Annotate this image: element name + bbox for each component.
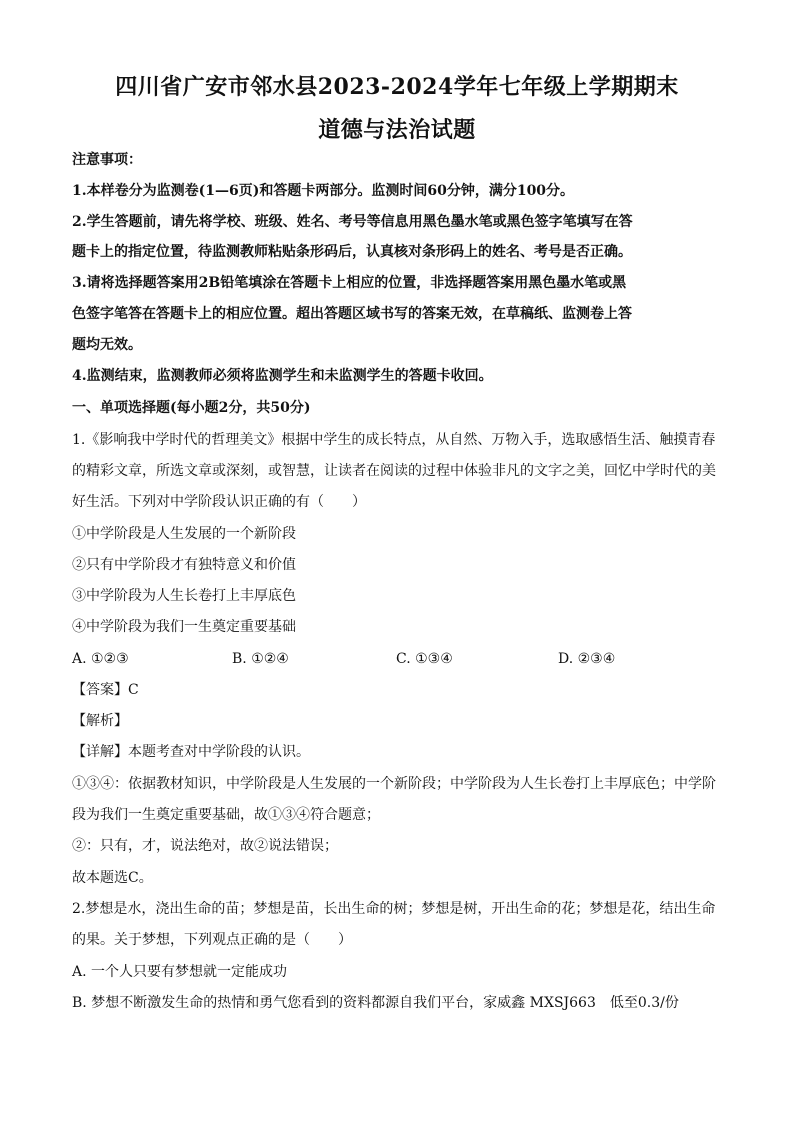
note-line: 4.监测结束，监测教师必须将监测学生和未监测学生的答题卡收回。: [72, 368, 493, 384]
answer-label: 【答案】C: [72, 682, 139, 698]
question-stem: 的果。关于梦想，下列观点正确的是（ ）: [72, 932, 352, 948]
question-stem: 的精彩文章，所选文章或深刻，或智慧，让读者在阅读的过程中体验非凡的文字之美，回忆中学时代的美: [72, 463, 716, 479]
option-a: A. 一个人只要有梦想就一定能成功: [72, 964, 288, 980]
detail-line: 段为我们一生奠定重要基础，故①③④符合题意；: [72, 807, 380, 823]
option-b: B. 梦想不断激发生命的热情和勇气您看到的资料都源自我们平台，家威鑫 MXSJ663 低至0.3/份: [72, 995, 679, 1011]
note-line: 题卡上的指定位置，待监测教师粘贴条形码后，认真核对条形码上的姓名、考号是否正确。: [72, 244, 632, 260]
note-line: 3.请将选择题答案用2B铅笔填涂在答题卡上相应的位置，非选择题答案用黑色墨水笔或黑: [72, 275, 627, 291]
note-line: 2.学生答题前，请先将学校、班级、姓名、考号等信息用黑色墨水笔或黑色签字笔填写在答: [72, 214, 633, 230]
analysis-label: 【解析】: [72, 713, 128, 729]
statement-item: ④中学阶段为我们一生奠定重要基础: [72, 619, 296, 635]
question-stem: 2.梦想是水，浇出生命的苗；梦想是苗，长出生命的树；梦想是树，开出生命的花；梦想是花，结出生命: [72, 901, 716, 917]
detail-line: 故本题选C。: [72, 870, 153, 886]
statement-item: ②只有中学阶段才有独特意义和价值: [72, 557, 296, 573]
document-subtitle: 道德与法治试题: [318, 117, 476, 143]
document-title: 四川省广安市邻水县2023-2024学年七年级上学期期末: [115, 74, 679, 100]
option-a: A. ①②③: [72, 651, 129, 667]
note-line: 色签字笔答在答题卡上的相应位置。超出答题区域书写的答案无效，在草稿纸、监测卷上答: [72, 306, 632, 322]
question-stem: 1.《影响我中学时代的哲理美文》根据中学生的成长特点，从自然、万物入手，选取感悟生活、触摸青春: [72, 432, 716, 448]
question-stem: 好生活。下列对中学阶段认识正确的有（ ）: [72, 494, 366, 510]
statement-item: ③中学阶段为人生长卷打上丰厚底色: [72, 588, 296, 604]
option-c: C. ①③④: [396, 651, 453, 667]
notes-heading: 注意事项：: [72, 152, 142, 168]
detail-line: ②：只有，才，说法绝对，故②说法错误；: [72, 838, 338, 854]
detail-line: 【详解】本题考查对中学阶段的认识。: [72, 744, 310, 760]
section-heading: 一、单项选择题(每小题2分，共50分): [72, 400, 311, 416]
option-d: D. ②③④: [558, 651, 616, 667]
option-b: B. ①②④: [232, 651, 289, 667]
note-line: 1.本样卷分为监测卷(1—6页)和答题卡两部分。监测时间60分钟，满分100分。: [72, 183, 575, 199]
note-line: 题均无效。: [72, 337, 142, 353]
detail-line: ①③④：依据教材知识，中学阶段是人生发展的一个新阶段；中学阶段为人生长卷打上丰厚底色；中学阶: [72, 776, 716, 792]
statement-item: ①中学阶段是人生发展的一个新阶段: [72, 526, 296, 542]
